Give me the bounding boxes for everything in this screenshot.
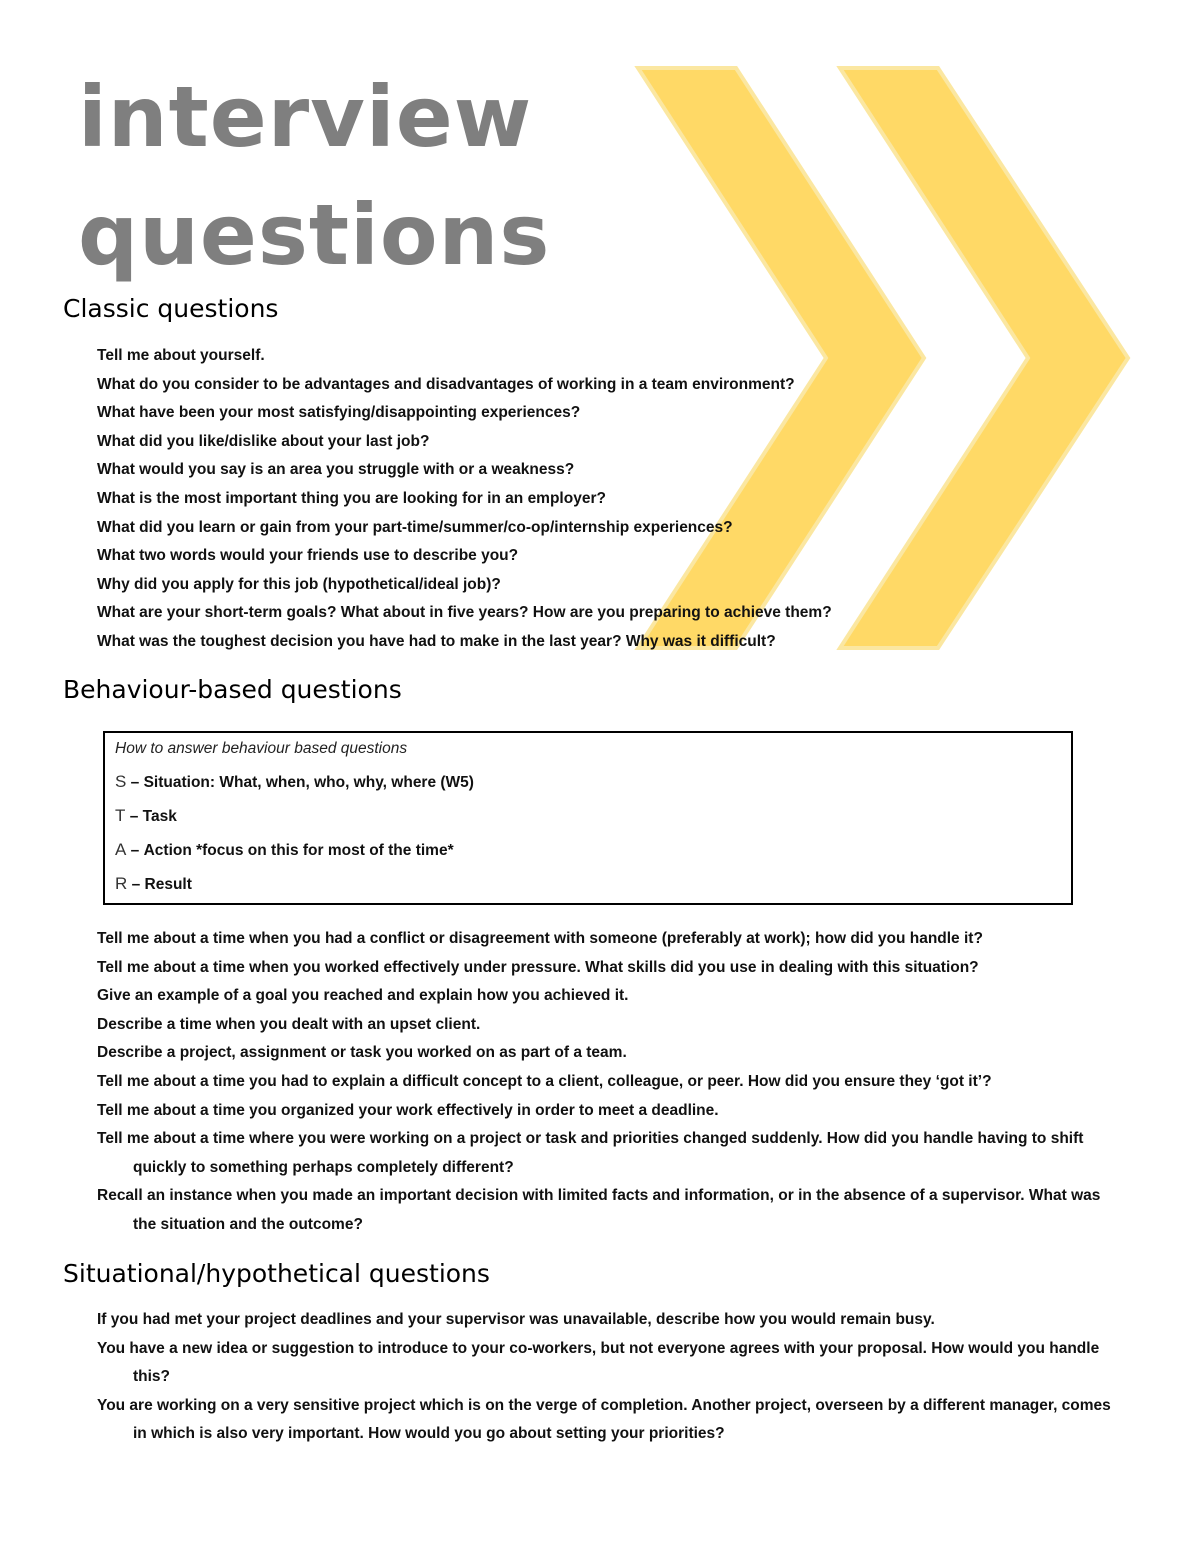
list-item: What do you consider to be advantages and disadvantages of working in a team environment? <box>97 375 795 393</box>
star-row-situation <box>115 765 1061 799</box>
list-item: Tell me about a time where you were working on a project or task and priorities changed suddenly. How did you handle having to shift quickly to something perhaps completely different? <box>97 1130 1084 1176</box>
list-item: What would you say is an area you struggle with or a weakness? <box>97 461 575 479</box>
list-item: What are your short-term goals? What about in five years? How are you preparing to achieve them? <box>97 604 832 622</box>
star-dash: – <box>131 876 141 893</box>
star-text: Task <box>142 808 177 825</box>
star-letter: T <box>115 806 126 825</box>
list-item: Tell me about yourself. <box>97 347 265 364</box>
list-item: What was the toughest decision you have had to make in the last year? Why was it difficult? <box>97 632 776 650</box>
list-item: Describe a project, assignment or task you worked on as part of a team. <box>97 1044 627 1062</box>
list-item: What did you learn or gain from your part-time/summer/co-op/internship experiences? <box>97 518 733 536</box>
classic-questions-list <box>97 342 832 657</box>
list-item: What two words would your friends use to describe you? <box>97 547 519 565</box>
list-item: What is the most important thing you are looking for in an employer? <box>97 489 606 507</box>
star-row-result <box>115 867 1061 901</box>
star-dash: – <box>130 842 140 859</box>
list-item: Give an example of a goal you reached and explain how you achieved it. <box>97 987 629 1005</box>
situational-questions-heading: Situational/hypothetical questions <box>63 1259 490 1288</box>
list-item: What have been your most satisfying/disappointing experiences? <box>97 404 581 422</box>
star-dash: – <box>130 774 140 791</box>
list-item: Tell me about a time you organized your work effectively in order to meet a deadline. <box>97 1101 719 1119</box>
behaviour-questions-list <box>97 925 1127 1240</box>
star-letter: R <box>115 874 128 893</box>
list-item: Tell me about a time when you had a conflict or disagreement with someone (preferably at work); how did you handle it? <box>97 930 983 947</box>
star-text: Situation: What, when, who, why, where (W5) <box>143 774 474 791</box>
classic-questions-heading: Classic questions <box>63 294 279 323</box>
star-row-task <box>115 799 1061 833</box>
list-item: If you had met your project deadlines and your supervisor was unavailable, describe how you would remain busy. <box>97 1311 935 1328</box>
title-line-1: interview <box>78 68 533 166</box>
list-item: You are working on a very sensitive project which is on the verge of completion. Another project, overseen by a different manager, comes in which is also very important. How would you go about setting your priorities? <box>97 1396 1111 1443</box>
star-row-action <box>115 833 1061 867</box>
title-line-2: questions <box>78 186 551 284</box>
star-dash: – <box>129 808 139 825</box>
star-letter: A <box>115 840 127 859</box>
list-item: Describe a time when you dealt with an upset client. <box>97 1015 481 1033</box>
star-letter: S <box>115 772 127 791</box>
list-item: Recall an instance when you made an important decision with limited facts and information, or in the absence of a supervisor. What was the situation and the outcome? <box>97 1187 1101 1233</box>
behaviour-questions-heading: Behaviour-based questions <box>63 675 402 704</box>
star-text: Result <box>144 876 192 893</box>
list-item: Tell me about a time you had to explain a difficult concept to a client, colleague, or peer. How did you ensure they ‘got it’? <box>97 1072 992 1090</box>
situational-questions-list <box>97 1306 1127 1449</box>
star-method-box <box>103 731 1073 905</box>
star-text: Action *focus on this for most of the time* <box>143 842 454 859</box>
list-item: You have a new idea or suggestion to introduce to your co-workers, but not everyone agrees with your proposal. How would you handle this? <box>97 1339 1100 1386</box>
list-item: Why did you apply for this job (hypothetical/ideal job)? <box>97 575 501 593</box>
list-item: What did you like/dislike about your last job? <box>97 432 430 450</box>
list-item: Tell me about a time when you worked effectively under pressure. What skills did you use in dealing with this situation? <box>97 958 979 976</box>
star-intro: How to answer behaviour based questions <box>115 740 408 757</box>
